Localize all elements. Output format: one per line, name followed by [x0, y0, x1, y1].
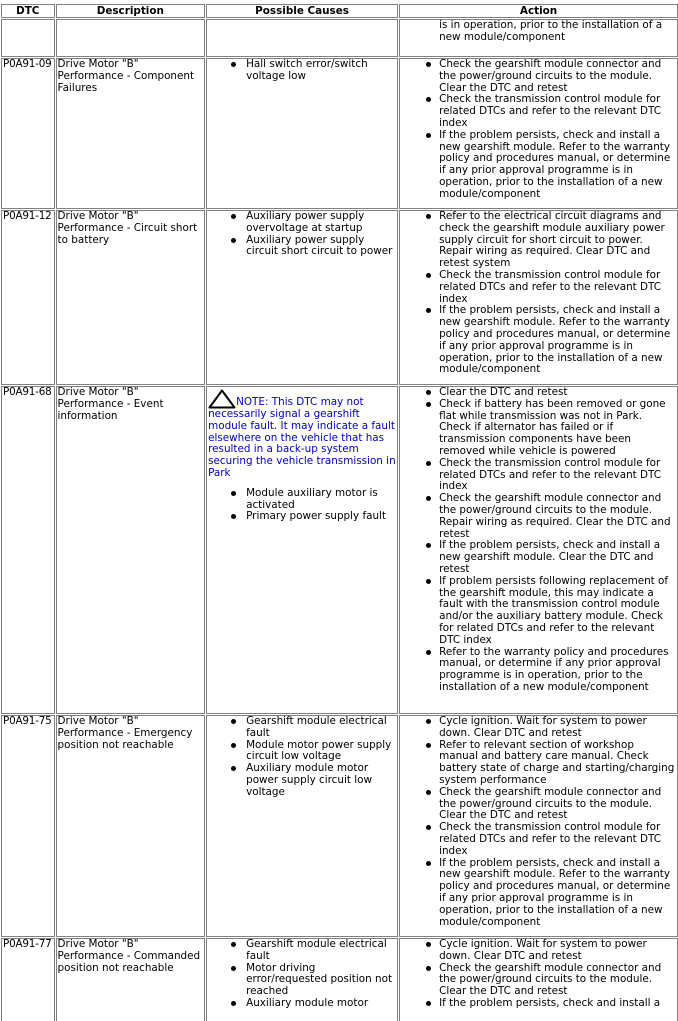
table-row	[1, 386, 678, 714]
cause-item: Auxiliary power supply circuit short circuit to power	[246, 235, 396, 259]
description-cell	[56, 19, 206, 57]
cause-item: Gearshift module electrical fault	[246, 716, 396, 740]
action-item: Check the gearshift module connector and the power/ground circuits to the module. Clear the DTC and retest	[439, 59, 676, 94]
table-row	[1, 938, 678, 1021]
action-item: Check the gearshift module connector and the power/ground circuits to the module. Repair wiring as required. Clear the DTC and retest	[439, 493, 676, 540]
action-item: Refer to relevant section of workshop manual and battery care manual. Check battery state of charge and starting/charging system performance	[439, 738, 675, 786]
note-text: NOTE: This DTC may not necessarily signal a gearshift module fault. It may indicate a fault elsewhere on the vehicle that has resulted in a back-up system securing the vehicle transmission in Park	[208, 396, 396, 479]
action-cell	[399, 210, 678, 385]
action-item: Cycle ignition. Wait for system to power down. Clear DTC and retest	[439, 939, 676, 963]
action-item: Check the gearshift module connector and the power/ground circuits to the module. Clear the DTC and retest	[439, 787, 676, 822]
dtc-cell	[1, 19, 55, 57]
dtc-note	[208, 389, 396, 480]
action-item: Check the transmission control module for related DTCs and refer to the relevant DTC index	[439, 822, 676, 857]
action-item: Check if battery has been removed or gone flat while transmission was not in Park. Check if alternator has failed or if transmission components have been removed while vehicle is powered	[439, 399, 676, 458]
action-item: Refer to the warranty policy and procedures manual, or determine if any prior approval programme is in operation, prior to the installation of a new module/component	[439, 647, 676, 694]
action-cell	[399, 715, 678, 937]
warning-triangle-icon	[208, 389, 236, 409]
header-description: Description	[56, 4, 206, 18]
dtc-description: Drive Motor "B" Performance - Emergency position not reachable	[56, 715, 206, 937]
action-cell	[399, 938, 678, 1021]
table-header-row	[1, 4, 678, 18]
action-item: Check the transmission control module for related DTCs and refer to the relevant DTC index	[439, 458, 676, 493]
header-action: Action	[399, 4, 678, 18]
action-item: If the problem persists, check and install a new gearshift module. Refer to the warranty policy and procedures manual, or determine if any prior approval programme is in operation, prior to the installation of a new module/component	[439, 130, 676, 201]
action-item: If the problem persists, check and install a new gearshift module. Clear the DTC and retest	[439, 540, 676, 575]
causes-cell	[206, 58, 398, 209]
action-item: If problem persists following replacement of the gearshift module, this may indicate a fault with the transmission control module and/or the auxiliary battery module. Check for related DTCs and refer to the relevant DTC index	[439, 576, 676, 647]
action-item: Clear the DTC and retest	[439, 387, 676, 399]
action-item: If the problem persists, check and install a new gearshift module. Refer to the warranty policy and procedures manual, or determine if any prior approval programme is in operation, prior to the installation of a new module/component	[439, 305, 676, 376]
table-row	[1, 58, 678, 209]
dtc-description: Drive Motor "B" Performance - Commanded position not reachable	[56, 938, 206, 1021]
table-row	[1, 210, 678, 385]
causes-cell	[206, 715, 398, 937]
causes-cell	[206, 938, 398, 1021]
dtc-code: P0A91-09	[1, 58, 55, 209]
action-item: If the problem persists, check and install a new gearshift module. Refer to the warranty policy and procedures manual, or determine if any prior approval programme is in operation, prior to the installation of a new module/component	[439, 858, 676, 929]
action-continued-text: is in operation, prior to the installation of a new module/component	[439, 19, 663, 43]
causes-cell	[206, 19, 398, 57]
cause-item: Primary power supply fault	[246, 511, 396, 523]
action-item: Cycle ignition. Wait for system to power down. Clear DTC and retest	[439, 716, 676, 740]
causes-cell	[206, 386, 398, 714]
cause-item: Hall switch error/switch voltage low	[246, 59, 396, 83]
action-item: Check the transmission control module for related DTCs and refer to the relevant DTC index	[439, 94, 676, 129]
cause-item: Auxiliary module motor power supply circuit low voltage	[246, 763, 396, 798]
dtc-description: Drive Motor "B" Performance - Component Failures	[56, 58, 206, 209]
dtc-code: P0A91-68	[1, 386, 55, 714]
table-row	[1, 715, 678, 937]
cause-item: Module auxiliary motor is activated	[246, 488, 396, 512]
cause-item: Gearshift module electrical fault	[246, 939, 396, 963]
dtc-code: P0A91-12	[1, 210, 55, 385]
cause-item: Motor driving error/requested position not reached	[246, 963, 396, 998]
action-item: Check the gearshift module connector and the power/ground circuits to the module. Clear the DTC and retest	[439, 963, 676, 998]
cause-item: Module motor power supply circuit low voltage	[246, 740, 396, 764]
dtc-description: Drive Motor "B" Performance - Event information	[56, 386, 206, 714]
action-item: Check the transmission control module for related DTCs and refer to the relevant DTC index	[439, 270, 676, 305]
dtc-description: Drive Motor "B" Performance - Circuit short to battery	[56, 210, 206, 385]
action-cell	[399, 386, 678, 714]
causes-cell	[206, 210, 398, 385]
cause-item: Auxiliary power supply overvoltage at startup	[246, 211, 396, 235]
action-item: If the problem persists, check and install a	[439, 998, 676, 1010]
action-cell	[399, 58, 678, 209]
action-item: Refer to the electrical circuit diagrams and check the gearshift module auxiliary power supply circuit for short circuit to power. Repair wiring as required. Clear DTC and retest system	[439, 211, 676, 270]
cause-item: Auxiliary module motor	[246, 998, 396, 1010]
table-row-continued	[1, 19, 678, 57]
dtc-code: P0A91-77	[1, 938, 55, 1021]
header-possible-causes: Possible Causes	[206, 4, 398, 18]
header-dtc: DTC	[1, 4, 55, 18]
dtc-code: P0A91-75	[1, 715, 55, 937]
dtc-table	[0, 3, 678, 1021]
action-cell	[399, 19, 678, 57]
